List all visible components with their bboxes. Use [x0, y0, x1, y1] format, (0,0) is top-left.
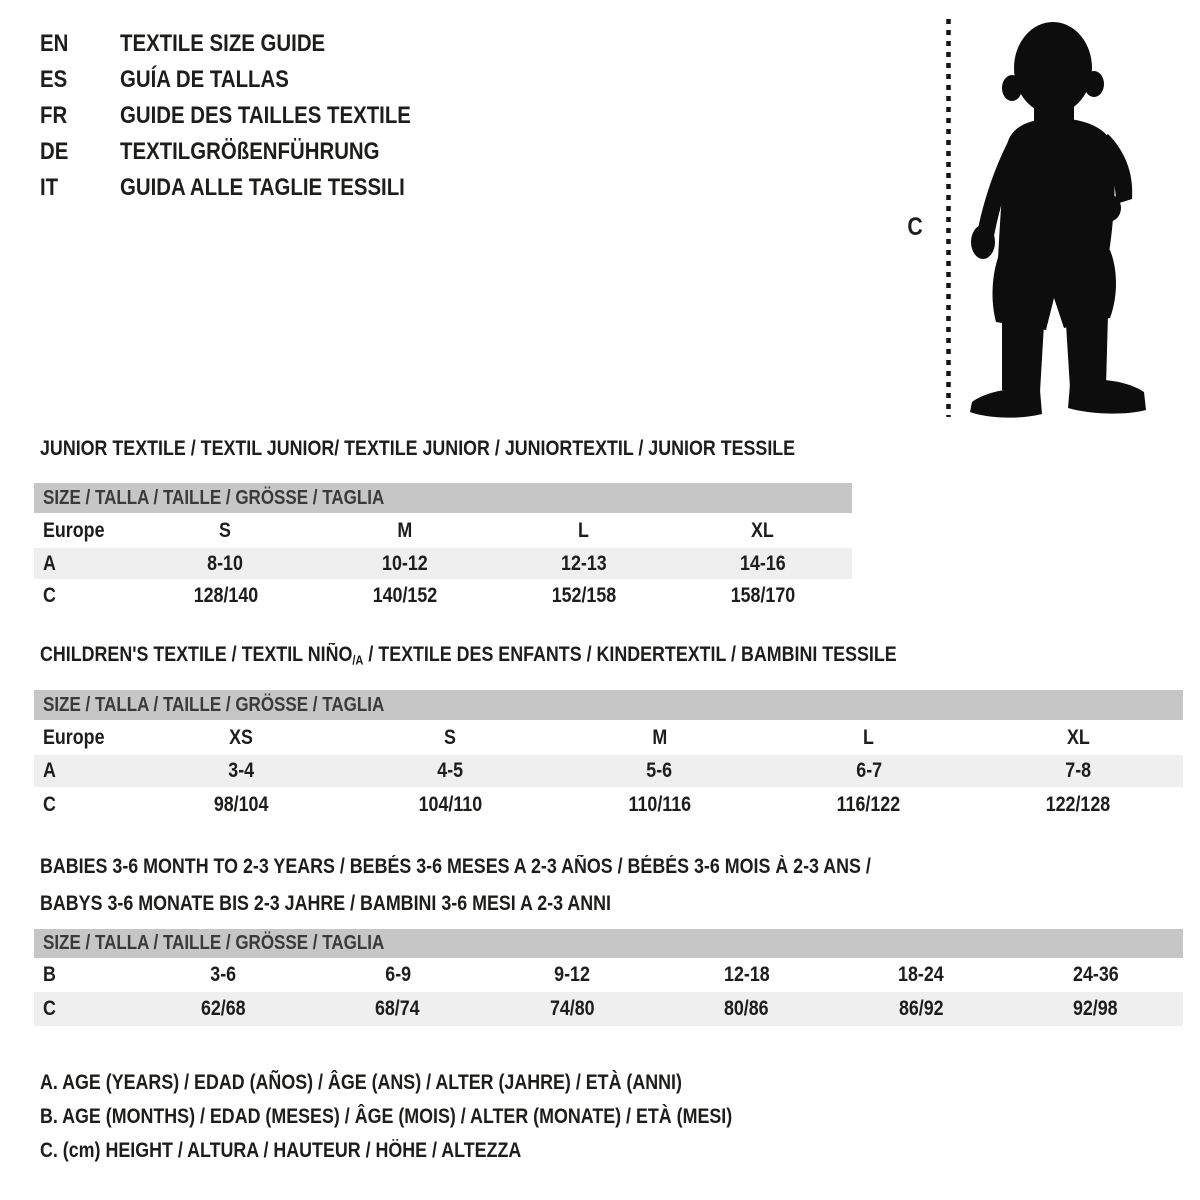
language-row: [40, 62, 462, 98]
measurement-legend: [40, 1066, 854, 1168]
size-cell: 140/152: [372, 584, 437, 607]
size-cell: XL: [751, 518, 774, 542]
size-cell: 92/98: [1009, 992, 1184, 1026]
table-row: [34, 787, 1183, 822]
language-code: FR: [40, 102, 68, 129]
language-title: GUIDE DES TAILLES TEXTILE: [120, 102, 411, 129]
size-cell: S: [219, 518, 232, 542]
size-cell: 3-4: [136, 755, 345, 787]
size-cell: 3-6: [210, 963, 237, 986]
language-row: [40, 170, 462, 206]
table-row: [34, 513, 852, 548]
size-cell: 80/86: [660, 992, 835, 1026]
legend-line-a: A. AGE (YEARS) / EDAD (AÑOS) / ÂGE (ANS) / ALTER (JAHRE) / ETÀ (ANNI): [40, 1071, 682, 1094]
toddler-silhouette-icon: [958, 14, 1153, 424]
babies-size-table: [34, 929, 1183, 1026]
language-code: EN: [40, 30, 69, 57]
size-cell: 158/170: [730, 584, 795, 607]
row-label: C: [34, 992, 136, 1026]
size-cell: 110/116: [628, 792, 691, 816]
table-row: [34, 548, 852, 579]
size-cell: L: [578, 518, 589, 542]
legend-line-c: C. (cm) HEIGHT / ALTURA / HAUTEUR / HÖHE / ALTEZZA: [40, 1139, 522, 1162]
size-header-bar: SIZE / TALLA / TAILLE / GRÖSSE / TAGLIA: [34, 929, 1183, 958]
size-cell: 62/68: [136, 992, 311, 1026]
language-title-list: [40, 26, 462, 206]
table-row: [34, 992, 1183, 1026]
size-cell: 12-18: [723, 963, 770, 986]
table-row: [34, 720, 1183, 755]
row-label: A: [34, 755, 136, 787]
size-cell: 152/158: [551, 584, 616, 607]
size-cell: 104/110: [418, 792, 482, 816]
language-title: GUÍA DE TALLAS: [120, 66, 289, 93]
row-label: Europe: [43, 518, 105, 542]
language-row: [40, 134, 462, 170]
size-cell: 6-7: [764, 755, 973, 787]
size-cell: 10-12: [315, 548, 494, 579]
children-section-title: CHILDREN'S TEXTILE / TEXTIL NIÑO/A / TEXTILE DES ENFANTS / KINDERTEXTIL / BAMBINI TESSILE: [40, 643, 897, 668]
size-cell: L: [863, 725, 875, 749]
row-label: C: [43, 584, 56, 607]
size-cell: XS: [228, 725, 253, 749]
language-row: [40, 26, 462, 62]
size-cell: 9-12: [554, 963, 591, 986]
size-cell: M: [652, 725, 667, 749]
size-cell: 7-8: [974, 755, 1183, 787]
size-cell: 18-24: [898, 963, 945, 986]
row-label: C: [43, 792, 56, 816]
language-code: ES: [40, 66, 68, 93]
junior-section-title: JUNIOR TEXTILE / TEXTIL JUNIOR/ TEXTILE JUNIOR / JUNIORTEXTIL / JUNIOR TESSILE: [40, 437, 796, 460]
language-row: [40, 98, 462, 134]
size-header-bar: SIZE / TALLA / TAILLE / GRÖSSE / TAGLIA: [34, 483, 852, 513]
size-cell: 122/128: [1046, 792, 1111, 816]
size-cell: XL: [1066, 725, 1090, 749]
size-cell: 74/80: [485, 992, 660, 1026]
legend-line-b: B. AGE (MONTHS) / EDAD (MESES) / ÂGE (MOIS) / ALTER (MONATE) / ETÀ (MESI): [40, 1105, 733, 1128]
size-cell: 68/74: [311, 992, 486, 1026]
size-cell: 6-9: [384, 963, 411, 986]
table-row: [34, 755, 1183, 787]
row-label: B: [43, 963, 56, 986]
size-cell: M: [397, 518, 412, 542]
size-cell: 86/92: [834, 992, 1009, 1026]
language-code: DE: [40, 138, 69, 165]
junior-size-table: [34, 483, 852, 613]
babies-section-title: BABIES 3-6 MONTH TO 2-3 YEARS / BEBÉS 3-6 MESES A 2-3 AÑOS / BÉBÉS 3-6 MOIS À 2-3 ANS / BABYS 3-6 MONATE BIS 2-3 JAHRE / BAMBINI 3-6 MESI A 2-3 ANNI: [40, 855, 871, 915]
size-cell: 5-6: [555, 755, 764, 787]
size-cell: 14-16: [673, 548, 852, 579]
height-measure-label: C: [907, 213, 923, 241]
size-cell: 98/104: [213, 792, 268, 816]
row-label: Europe: [43, 725, 105, 749]
size-header-bar: SIZE / TALLA / TAILLE / GRÖSSE / TAGLIA: [34, 690, 1183, 720]
language-title: GUIDA ALLE TAGLIE TESSILI: [120, 174, 405, 201]
language-title: TEXTILGRÖßENFÜHRUNG: [120, 138, 380, 165]
size-cell: 116/122: [837, 792, 901, 816]
language-code: IT: [40, 174, 59, 201]
size-cell: 24-36: [1072, 963, 1119, 986]
language-title: TEXTILE SIZE GUIDE: [120, 30, 326, 57]
table-row: [34, 958, 1183, 992]
size-cell: S: [444, 725, 457, 749]
table-row: [34, 579, 852, 613]
title-subscript: /A: [352, 652, 364, 668]
row-label: A: [34, 548, 136, 579]
size-cell: 128/140: [193, 584, 258, 607]
height-measure-line: [944, 17, 953, 419]
size-cell: 4-5: [345, 755, 554, 787]
size-cell: 12-13: [494, 548, 673, 579]
size-cell: 8-10: [136, 548, 315, 579]
children-size-table: [34, 690, 1183, 822]
